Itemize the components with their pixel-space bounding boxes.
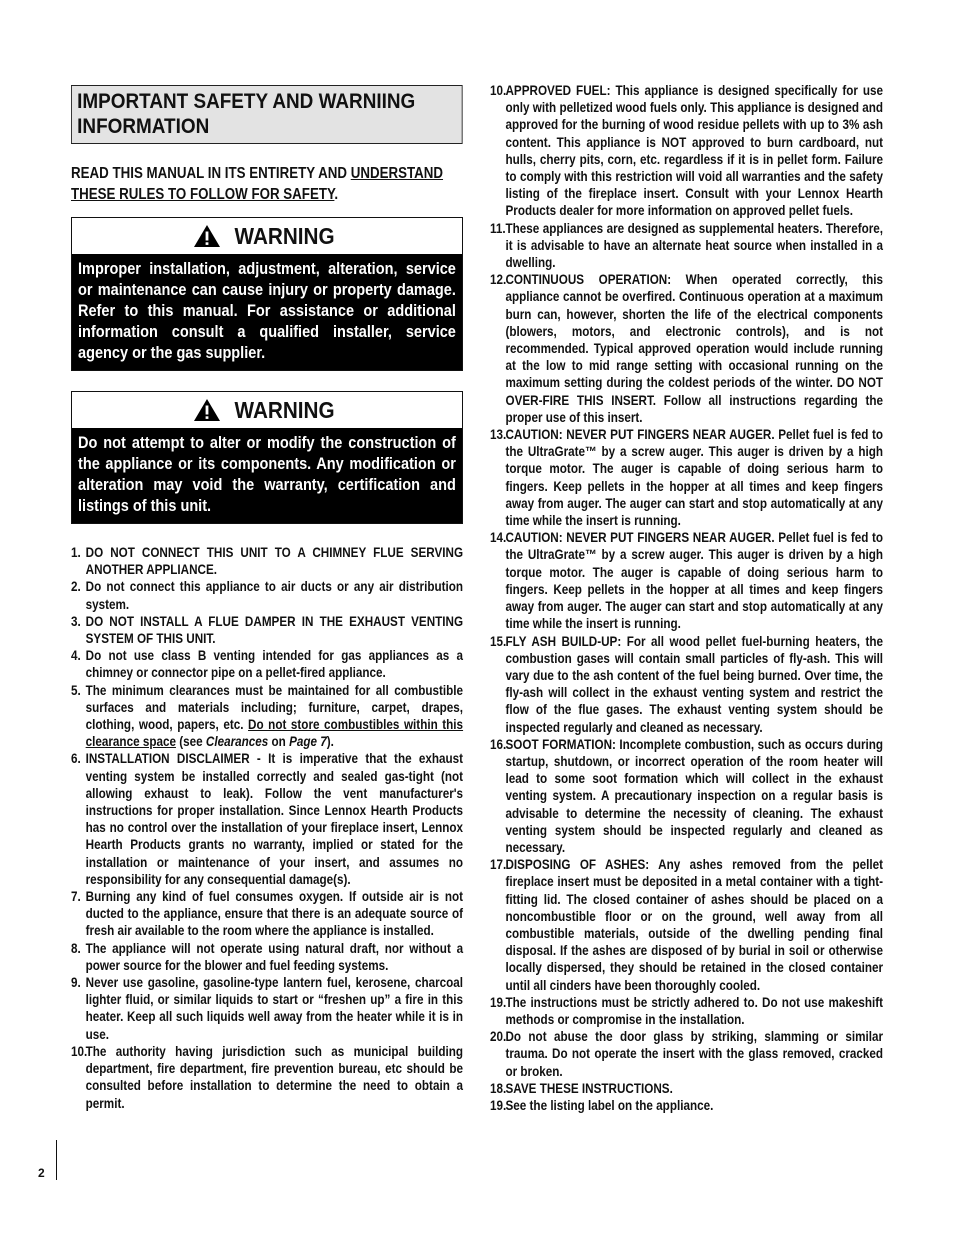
right-column <box>490 82 883 1114</box>
item-number: 10. <box>71 1043 88 1059</box>
item-text: FLY ASH BUILD-UP: For all wood pellet fuel-burning heaters, the combustion gases will contain small particles of fly-ash. This will vary due to the ash content of the fuel being burned. Over time, the fly-ash will collect in the exhaust venting system and restrict the flow of the flue gases. The exhaust venting system should be inspected regularly and cleaned as necessary. <box>505 633 884 735</box>
item-text <box>86 682 463 751</box>
warning-text: Do not attempt to alter or modify the construction of the appliance or its components. Any modification or alteration may void the warranty, certification and listings of this unit. <box>78 434 456 515</box>
item-text: DO NOT INSTALL A FLUE DAMPER IN THE EXHAUST VENTING SYSTEM OF THIS UNIT. <box>85 613 464 647</box>
section-title: IMPORTANT SAFETY AND WARNIING INFORMATION <box>71 85 463 144</box>
intro-end: . <box>334 186 339 203</box>
item-number: 16. <box>490 736 507 752</box>
list-item <box>490 271 883 426</box>
warning-heading <box>72 392 462 428</box>
item-text: INSTALLATION DISCLAIMER - It is imperative that the exhaust venting system be installed correctly and sealed gas-tight (not allowing exhaust to leak). Follow the vent manufacturer's instructions for proper installation. Since Lennox Hearth Products has no control over the installation of your fireplace insert, Lennox Hearth Products grants no warranty, implied or stated for the installation or maintenance of your insert, and assumes no responsibility for any consequential damage(s). <box>85 751 464 887</box>
list-item <box>71 647 463 681</box>
list-item <box>490 1080 883 1097</box>
item-number: 15. <box>490 633 507 649</box>
item-text: SAVE THESE INSTRUCTIONS. <box>505 1080 673 1096</box>
item-ref-page: Page 7 <box>289 734 327 750</box>
item-number: 12. <box>490 272 507 288</box>
item-text: DISPOSING OF ASHES: Any ashes removed from the pellet fireplace insert must be deposited in a metal container with a tight-fitting lid. The closed container of ashes should be placed on a noncombustible floor or on the ground, well away from all combustible materials, outside of the dwelling pending final disposal. If the ashes are disposed of by burial in soil or otherwise locally dispersed, they should be retained in the closed container until all cinders have been thoroughly cooled. <box>505 857 884 993</box>
list-item <box>71 940 463 974</box>
item-number: 10. <box>490 83 507 98</box>
item-text: APPROVED FUEL: This appliance is designed specifically for use only with pelletized wood fuels only. This appliance is designed and approved for the burning of wood residue pellets with up to 3% ash content. This appliance is NOT approved to burn cardboard, nut hulls, cherry pits, corn, etc. regardless if it is in pellet form. Failure to comply with this restriction will void all warranties and the safety listing of the fireplace insert. Consult with your Lennox Hearth Products dealer for more information on approved pellet fuels. <box>505 83 884 219</box>
item-ref-clearances: Clearances <box>205 734 269 750</box>
item-number: 1. <box>71 545 81 560</box>
warning-box-2 <box>71 391 463 524</box>
item-number: 20. <box>490 1029 507 1045</box>
left-rules-list <box>71 544 463 1112</box>
list-item <box>71 613 463 647</box>
item-number: 19. <box>490 994 507 1010</box>
item-text: See the listing label on the appliance. <box>505 1097 714 1113</box>
item-number: 18. <box>490 1080 507 1096</box>
warning-triangle-icon <box>193 224 221 248</box>
list-item <box>71 974 463 1043</box>
list-item <box>490 529 883 632</box>
item-ref-pre: (see <box>175 734 206 750</box>
list-item <box>490 426 883 529</box>
item-text: CONTINUOUS OPERATION: When operated correctly, this appliance cannot be overfired. Continuous operation at a maximum burn can, however, shorten the life of the electrical components (blowers, motors, and electronic controls), and is not recommended. Typical approved operation would include running at the low to mid range setting with occasional running on the maximum setting during the coldest periods of the winter. DO NOT OVER-FIRE THIS INSERT. Follow all instructions regarding the proper use of this insert. <box>505 272 884 425</box>
warning-heading <box>72 218 462 254</box>
list-item <box>490 1097 883 1114</box>
item-number: 8. <box>71 940 81 956</box>
item-text: Never use gasoline, gasoline-type lantern fuel, kerosene, charcoal lighter fluid, or similar liquids to start or “freshen up” a fire in this heater. Keep all such liquids well away from the heater while it is in use. <box>85 975 464 1042</box>
warning-title: WARNING <box>234 222 336 249</box>
item-number: 7. <box>71 889 81 905</box>
item-number: 14. <box>490 530 507 546</box>
item-text: Do not use class B venting intended for gas appliances as a chimney or connector pipe on a pellet-fired appliance. <box>85 648 464 681</box>
page-number: 2 <box>38 1166 45 1180</box>
list-item <box>490 736 883 856</box>
item-text: SOOT FORMATION: Incomplete combustion, such as occurs during startup, shutdown, or incorrect operation of the room heater will lead to some soot formation which will collect in the exhaust venting system. A precautionary inspection on a regular basis is advisable to determine the necessity of cleaning. The exhaust venting system should be inspected regularly and cleaned as necessary. <box>505 736 884 855</box>
item-number: 4. <box>71 648 81 664</box>
intro-lead: READ THIS MANUAL IN ITS ENTIRETY AND <box>71 165 351 182</box>
item-text: These appliances are designed as supplemental heaters. Therefore, it is advisable to have an alternate heat source when installed in a dwelling. <box>505 220 884 271</box>
list-item <box>71 1043 463 1112</box>
list-item <box>490 82 883 220</box>
item-number: 17. <box>490 857 507 873</box>
list-item <box>490 1028 883 1080</box>
item-ref-mid: on <box>268 734 290 750</box>
item-text: The authority having jurisdiction such as municipal building department, fire department, fire prevention bureau, etc should be consulted before installation to determine the need to obtain a permit. <box>85 1043 464 1111</box>
item-ref-post: ). <box>326 734 334 750</box>
item-text: Burning any kind of fuel consumes oxygen. If outside air is not ducted to the appliance, ensure that there is an adequate source of fresh air available to the room where the appliance is installed. <box>85 889 464 939</box>
warning-text: Improper installation, adjustment, alteration, service or maintenance can cause injury or property damage. Refer to this manual. For assistance or additional information consult a qualified installer, service agency or the gas supplier. <box>78 260 456 362</box>
item-text: The instructions must be strictly adhered to. Do not use makeshift methods or compromise in the installation. <box>505 994 884 1027</box>
item-number: 11. <box>490 220 506 236</box>
left-column <box>71 85 463 1112</box>
list-item <box>490 994 883 1028</box>
item-text: CAUTION: NEVER PUT FINGERS NEAR AUGER. Pellet fuel is fed to the UltraGrate™ by a screw auger. This auger is driven by a high torque motor. The auger is capable of doing serious harm to fingers. Keep pellets in the hopper at all times and keep fingers away from auger. The auger can start and stop automatically at any time while the insert is running. <box>505 530 884 632</box>
item-underlined: Do not store combustibles within this clearance space <box>85 717 464 750</box>
warning-body <box>72 428 462 523</box>
item-text: DO NOT CONNECT THIS UNIT TO A CHIMNEY FLUE SERVING ANOTHER APPLIANCE. <box>85 545 464 578</box>
list-item <box>71 544 463 578</box>
item-text: The appliance will not operate using natural draft, nor without a power source for the blower and fuel feeding systems. <box>85 940 464 973</box>
list-item <box>490 220 883 272</box>
list-item <box>490 856 883 994</box>
list-item <box>71 750 463 888</box>
intro-text <box>71 163 463 205</box>
list-item <box>71 578 463 612</box>
warning-triangle-icon <box>193 398 221 422</box>
item-number: 9. <box>71 975 81 991</box>
item-text: Do not connect this appliance to air ducts or any air distribution system. <box>85 579 464 612</box>
item-text: Do not abuse the door glass by striking, slamming or similar trauma. Do not operate the insert with the glass removed, cracked or broken. <box>505 1029 884 1079</box>
item-number: 13. <box>490 427 507 443</box>
warning-box-1 <box>71 217 463 371</box>
list-item <box>490 633 883 736</box>
list-item <box>71 682 463 751</box>
item-number: 6. <box>71 751 81 767</box>
warning-body <box>72 254 462 370</box>
item-number: 3. <box>71 613 81 629</box>
right-rules-list <box>490 82 883 1114</box>
item-text-main: The minimum clearances must be maintained for all combustible surfaces and materials including; furniture, carpet, drapes, clothing, wood, papers, etc. <box>85 682 464 733</box>
item-text: CAUTION: NEVER PUT FINGERS NEAR AUGER. Pellet fuel is fed to the UltraGrate™ by a screw auger. This auger is driven by a high torque motor. The auger is capable of doing serious harm to fingers. Keep pellets in the hopper at all times and keep fingers away from auger. The auger can start and stop automatically at any time while the insert is running. <box>505 427 884 529</box>
item-number: 5. <box>71 682 81 698</box>
item-number: 2. <box>71 579 81 595</box>
list-item <box>71 888 463 940</box>
page-margin-rule <box>56 1140 57 1180</box>
item-number: 19. <box>490 1097 507 1113</box>
intro-underlined: UNDERSTAND THESE RULES TO FOLLOW FOR SAFETY <box>71 165 444 203</box>
warning-title: WARNING <box>234 396 336 423</box>
